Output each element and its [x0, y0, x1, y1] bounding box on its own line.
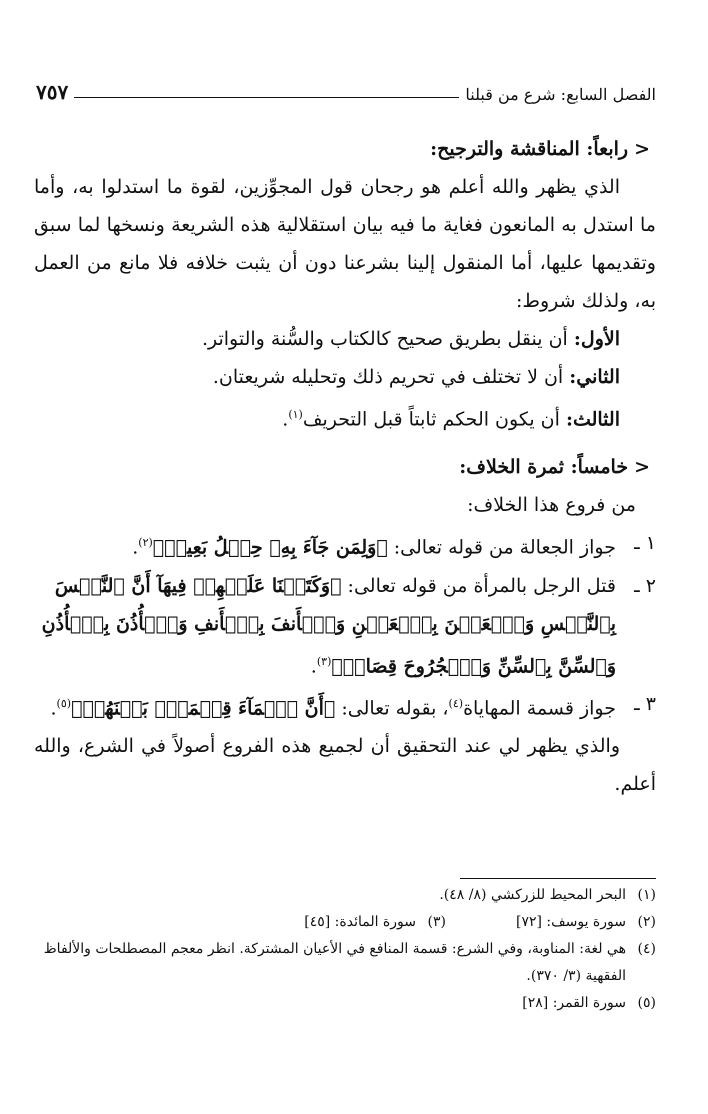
footnote-separator [460, 878, 656, 879]
running-header [36, 74, 656, 104]
footnote-ref: (٤) [448, 696, 464, 710]
section-heading-discussion: <رابعاً: المناقشة والترجيح: [430, 138, 650, 160]
chapter-title: الفصل السابع: شرع من قبلنا [465, 85, 656, 104]
condition-first: الأول: أن ينقل بطريق صحيح كالكتاب والسُّنة والتواتر. [201, 328, 620, 350]
footnote-ref: (٣) [316, 654, 332, 668]
condition-third: الثالث: أن يكون الحكم ثابتاً قبل التحريف$^{(١)}$. [282, 408, 620, 431]
footnote: (١) البحر المحيط للزركشي (٨/ ٤٨). [439, 887, 656, 903]
footnote-ref: (١) [288, 408, 303, 421]
footnote: (٥) سورة القمر: [٢٨] [522, 995, 656, 1011]
discussion-paragraph: الذي يظهر والله أعلم هو رجحان قول المجوِّزين، لقوة ما استدلوا به، وأما ما استدل به المانعون فغاية ما فيه بيان استقلالية هذه الشريعة ونسخها لما سبق وتقديمها عليها، أما المنقول إلينا بشرعنا دون أن يثبت خلافه فلا مانع من العمل به، ولذلك شروط: [34, 176, 656, 312]
page-body [34, 130, 656, 803]
condition-second: الثاني: أن لا تختلف في تحريم ذلك وتحليله شريعتان. [212, 366, 620, 388]
fruit-intro: من فروع هذا الخلاف: [467, 494, 636, 517]
heading-arrow-icon: < [634, 456, 650, 479]
footnote-ref: (٢) [138, 536, 153, 550]
footnote: (٤) هي لغة: المناوبة، وفي الشرع: قسمة المنافع في الأعيان المشتركة. انظر معجم المصطلحات والألفاظ الفقهية (٣/ ٣٧٠). [43, 941, 656, 984]
footnotes [40, 882, 656, 1017]
header-rule [74, 97, 459, 98]
page-number: ٧٥٧ [36, 80, 69, 104]
list-item: ٢ ـ قتل الرجل بالمرأة من قوله تعالى: ﴿وَكَتَبۡنَا عَلَيۡهِمۡ فِيهَآ أَنَّ ٱلنَّفۡسَ بِٱلنَّفۡسِ وَٱلۡعَيۡنَ بِٱلۡعَيۡنِ وَٱلۡأَنفَ بِٱلۡأَنفِ وَٱلۡأُذُنَ بِٱلۡأُذُنِ وَٱلسِّنَّ بِٱلسِّنِّ وَٱلۡجُرُوحَ قِصَاصٞ﴾$^{(٣)}$. [41, 574, 656, 677]
footnote-ref: (٥) [56, 696, 72, 710]
list-item: ١ ـ جواز الجعالة من قوله تعالى: ﴿وَلِمَن جَآءَ بِهِۦ حِمۡلُ بَعِيرٖ﴾$^{(٢)}$. [132, 532, 656, 559]
heading-arrow-icon: < [634, 138, 650, 160]
closing-paragraph: والذي يظهر لي عند التحقيق أن لجميع هذه الفروع أصولاً في الشرع، والله أعلم. [34, 735, 656, 796]
quran-verse: ﴿وَكَتَبۡنَا عَلَيۡهِمۡ فِيهَآ أَنَّ ٱلنَّفۡسَ بِٱلنَّفۡسِ وَٱلۡعَيۡنَ بِٱلۡعَيۡنِ وَٱلۡأَنفَ بِٱلۡأَنفِ وَٱلۡأُذُنَ بِٱلۡأُذُنِ وَٱلسِّنَّ بِٱلسِّنِّ وَٱلۡجُرُوحَ قِصَاصٞ﴾ [41, 574, 616, 677]
section-heading-fruit: <خامساً: ثمرة الخلاف: [459, 456, 650, 479]
footnote: (٢) سورة يوسف: [٧٢] (٣) سورة المائدة: [٤٥] [304, 914, 656, 930]
list-item: ٣ ـ جواز قسمة المهاياة$^{(٤)}$، بقوله تعالى: ﴿أَنَّ ٱلۡمَآءَ قِسۡمَةُۢ بَيۡنَهُمۡ﴾$^{(٥)}$. [50, 692, 656, 720]
quran-verse: ﴿وَلِمَن جَآءَ بِهِۦ حِمۡلُ بَعِيرٖ﴾ [152, 536, 388, 559]
quran-verse: ﴿أَنَّ ٱلۡمَآءَ قِسۡمَةُۢ بَيۡنَهُمۡ﴾ [71, 697, 336, 720]
